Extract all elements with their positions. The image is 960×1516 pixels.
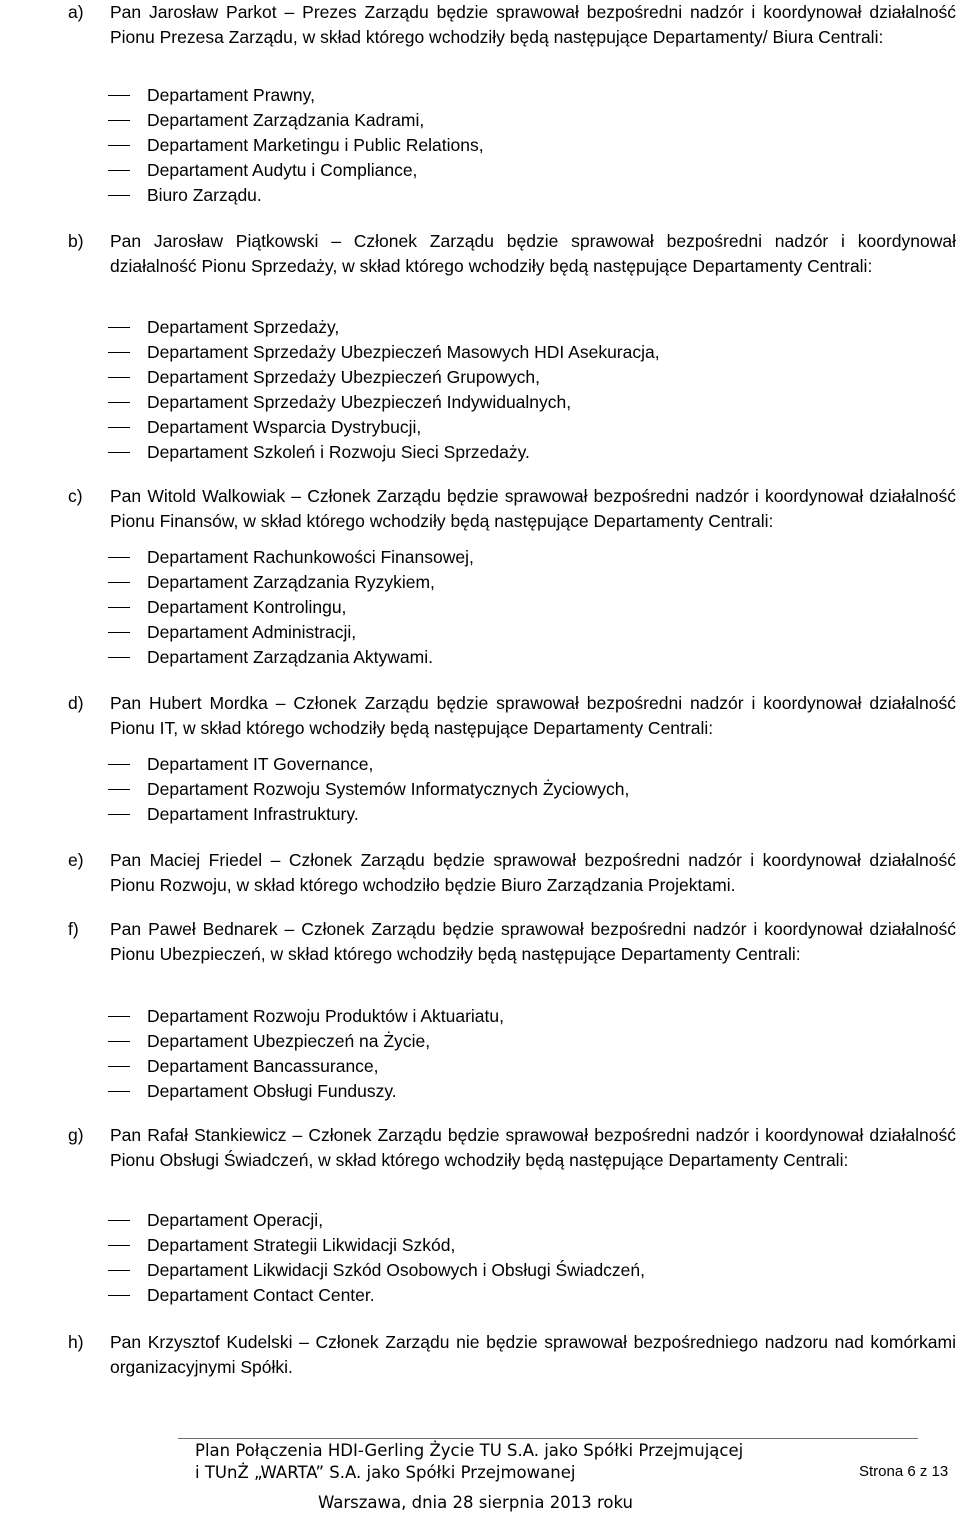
list-item: Departament Rozwoju Systemów Informatycznych Życiowych, — [0, 777, 960, 802]
dash-bullet — [108, 1016, 130, 1017]
dash-bullet — [108, 582, 130, 583]
list-item: Departament Marketingu i Public Relations, — [0, 133, 960, 158]
list-item: Departament Obsługi Funduszy. — [0, 1079, 960, 1104]
dash-bullet — [108, 1220, 130, 1221]
dash-bullet — [108, 402, 130, 403]
section-paragraph: Pan Krzysztof Kudelski – Członek Zarządu nie będzie sprawował bezpośredniego nadzoru nad komórkami organizacyjnymi Spółki. — [110, 1332, 956, 1377]
dash-bullet — [108, 557, 130, 558]
list-item: Departament Zarządzania Aktywami. — [0, 645, 960, 670]
dash-bullet — [108, 452, 130, 453]
dash-bullet — [108, 764, 130, 765]
section-paragraph: Pan Jarosław Piątkowski – Członek Zarządu będzie sprawował bezpośredni nadzór i koordynował działalność Pionu Sprzedaży, w skład którego wchodziły będą następujące Departamenty Centrali: — [110, 231, 956, 276]
dash-bullet — [108, 377, 130, 378]
department-list — [0, 752, 960, 827]
list-item: Departament Bancassurance, — [0, 1054, 960, 1079]
department-list — [0, 1004, 960, 1104]
section-paragraph: Pan Witold Walkowiak – Członek Zarządu będzie sprawował bezpośredni nadzór i koordynował działalność Pionu Finansów, w skład którego wchodziły będą następujące Departamenty Centrali: — [110, 486, 956, 531]
dash-bullet — [108, 1295, 130, 1296]
section-marker: c) — [68, 486, 83, 506]
footer-divider — [178, 1438, 918, 1439]
footer-title-line-2: i TUnŻ „WARTA” S.A. jako Spółki Przejmowanej — [195, 1463, 576, 1482]
list-item: Departament IT Governance, — [0, 752, 960, 777]
list-item: Departament Rozwoju Produktów i Aktuariatu, — [0, 1004, 960, 1029]
list-item: Departament Sprzedaży Ubezpieczeń Grupowych, — [0, 365, 960, 390]
section-paragraph: Pan Hubert Mordka – Członek Zarządu będzie sprawował bezpośredni nadzór i koordynował działalność Pionu IT, w skład którego wchodziły będą następujące Departamenty Centrali: — [110, 693, 956, 738]
footer-date: Warszawa, dnia 28 sierpnia 2013 roku — [318, 1493, 633, 1512]
list-item: Departament Wsparcia Dystrybucji, — [0, 415, 960, 440]
list-item: Departament Audytu i Compliance, — [0, 158, 960, 183]
dash-bullet — [108, 1270, 130, 1271]
list-item: Departament Sprzedaży Ubezpieczeń Masowych HDI Asekuracja, — [0, 340, 960, 365]
dash-bullet — [108, 1066, 130, 1067]
list-item: Departament Sprzedaży Ubezpieczeń Indywidualnych, — [0, 390, 960, 415]
list-item: Departament Operacji, — [0, 1208, 960, 1233]
dash-bullet — [108, 145, 130, 146]
page-number: Strona 6 z 13 — [859, 1463, 949, 1480]
department-list — [0, 545, 960, 670]
dash-bullet — [108, 632, 130, 633]
dash-bullet — [108, 1245, 130, 1246]
dash-bullet — [108, 120, 130, 121]
section-paragraph: Pan Jarosław Parkot – Prezes Zarządu będzie sprawował bezpośredni nadzór i koordynował działalność Pionu Prezesa Zarządu, w skład którego wchodziły będą następujące Departamenty/ Biura Centrali: — [110, 2, 956, 47]
list-item: Departament Likwidacji Szkód Osobowych i Obsługi Świadczeń, — [0, 1258, 960, 1283]
section-paragraph: Pan Maciej Friedel – Członek Zarządu będzie sprawował bezpośredni nadzór i koordynował działalność Pionu Rozwoju, w skład którego wchodziło będzie Biuro Zarządzania Projektami. — [110, 850, 956, 895]
section-marker: e) — [68, 850, 84, 870]
dash-bullet — [108, 195, 130, 196]
dash-bullet — [108, 1041, 130, 1042]
footer-title-line-1: Plan Połączenia HDI-Gerling Życie TU S.A. jako Spółki Przejmującej — [195, 1441, 744, 1460]
dash-bullet — [108, 657, 130, 658]
list-item: Departament Zarządzania Kadrami, — [0, 108, 960, 133]
list-item: Biuro Zarządu. — [0, 183, 960, 208]
dash-bullet — [108, 607, 130, 608]
section-marker: d) — [68, 693, 84, 713]
list-item: Departament Administracji, — [0, 620, 960, 645]
list-item: Departament Kontrolingu, — [0, 595, 960, 620]
section-marker: b) — [68, 231, 84, 251]
section-marker: g) — [68, 1125, 84, 1145]
list-item: Departament Zarządzania Ryzykiem, — [0, 570, 960, 595]
dash-bullet — [108, 327, 130, 328]
list-item: Departament Sprzedaży, — [0, 315, 960, 340]
section-paragraph: Pan Rafał Stankiewicz – Członek Zarządu będzie sprawował bezpośredni nadzór i koordynował działalność Pionu Obsługi Świadczeń, w skład którego wchodziły będą następujące Departamenty Centrali: — [110, 1125, 956, 1170]
dash-bullet — [108, 95, 130, 96]
dash-bullet — [108, 789, 130, 790]
list-item: Departament Contact Center. — [0, 1283, 960, 1308]
department-list — [0, 83, 960, 208]
dash-bullet — [108, 1091, 130, 1092]
dash-bullet — [108, 427, 130, 428]
section-paragraph: Pan Paweł Bednarek – Członek Zarządu będzie sprawował bezpośredni nadzór i koordynował działalność Pionu Ubezpieczeń, w skład którego wchodziły będą następujące Departamenty Centrali: — [110, 919, 956, 964]
section-marker: a) — [68, 2, 84, 22]
dash-bullet — [108, 814, 130, 815]
dash-bullet — [108, 170, 130, 171]
dash-bullet — [108, 352, 130, 353]
list-item: Departament Prawny, — [0, 83, 960, 108]
section-marker: h) — [68, 1332, 84, 1352]
department-list — [0, 315, 960, 465]
list-item: Departament Ubezpieczeń na Życie, — [0, 1029, 960, 1054]
section-marker: f) — [68, 919, 79, 939]
list-item: Departament Szkoleń i Rozwoju Sieci Sprzedaży. — [0, 440, 960, 465]
department-list — [0, 1208, 960, 1308]
list-item: Departament Infrastruktury. — [0, 802, 960, 827]
list-item: Departament Rachunkowości Finansowej, — [0, 545, 960, 570]
list-item: Departament Strategii Likwidacji Szkód, — [0, 1233, 960, 1258]
